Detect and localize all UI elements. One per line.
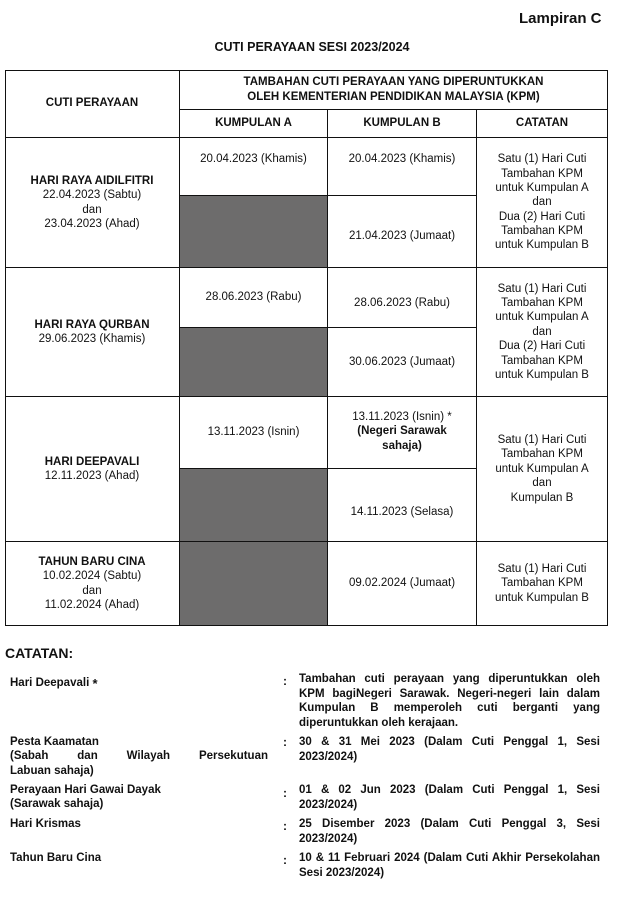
holiday-dan: dan [82,584,102,597]
date-value: 13.11.2023 (Isnin) [207,426,300,439]
holiday-table [5,70,608,626]
date-value: 30.06.2023 (Jumaat) [348,355,456,368]
page-title: CUTI PERAYAAN SESI 2023/2024 [214,40,410,54]
note-colon: : [283,819,287,833]
note-line: Satu (1) Hari Cuti [497,434,587,447]
note-line: Tambahan KPM [501,225,583,238]
note-line: untuk Kumpulan B [495,591,589,604]
holiday-date: 10.02.2024 (Sabtu) [42,570,142,583]
note-text-deepavali: Tambahan cuti perayaan yang diperuntukkan oleh KPM bagiNegeri Sarawak. Negeri-negeri lain dalam Kumpulan B memperoleh cuti berganti yang diperuntukkan oleh kerajaan. [299,673,600,730]
note-line: dan [532,196,552,209]
row-aidilfitri-kumpulan-a [180,138,328,196]
sarawak-note: sahaja) [382,439,422,452]
note-line: Satu (1) Hari Cuti [497,562,587,575]
row-tbc-kumpulan-b [328,542,477,626]
row-deepavali-kumpulan-b-2 [328,469,477,542]
row-qurban-kumpulan-b-2 [328,328,477,397]
note-text-gawai: 01 & 02 Jun 2023 (Dalam Cuti Penggal 1, Sesi 2023/2024) [299,784,600,811]
row-tbc-kumpulan-a-empty [180,542,328,626]
holiday-name: TAHUN BARU CINA [38,555,146,568]
note-label-deepavali [10,676,98,692]
row-aidilfitri-name-cell [5,138,180,268]
date-with-star [352,410,452,424]
note-label-text: (Sarawak sahaja) [10,798,104,811]
row-aidilfitri-catatan [477,138,608,268]
lampiran-label: Lampiran C [519,10,602,27]
date-value: 28.06.2023 (Rabu) [205,291,302,303]
header-tambahan-line2: OLEH KEMENTERIAN PENDIDIKAN MALAYSIA (KPM) [247,90,540,103]
holiday-date: 29.06.2023 (Khamis) [38,333,146,345]
note-label-text: Labuan sahaja) [10,764,94,777]
date-value: 20.04.2023 (Khamis) [348,153,456,165]
row-tbc-catatan [477,542,608,626]
holiday-name: HARI RAYA QURBAN [34,318,150,331]
holiday-date: 22.04.2023 (Sabtu) [42,189,142,202]
note-colon: : [283,674,287,688]
date-value: 21.04.2023 (Jumaat) [348,230,456,243]
note-line: Tambahan KPM [501,577,583,590]
sarawak-note: (Negeri Sarawak [357,425,447,438]
header-kumpulan-b-label: KUMPULAN B [363,117,441,130]
row-aidilfitri-kumpulan-b-1 [328,138,477,196]
note-line: Tambahan KPM [501,448,583,461]
row-deepavali-catatan [477,397,608,542]
note-label-krismas: Hari Krismas [10,818,81,830]
note-text-kaamatan: 30 & 31 Mei 2023 (Dalam Cuti Penggal 1, Sesi 2023/2024) [299,736,600,763]
note-line: Tambahan KPM [501,167,583,180]
header-cuti-perayaan [5,70,180,138]
holiday-date: 12.11.2023 (Ahad) [44,470,140,482]
note-label-gawai [10,783,161,812]
date-value: 20.04.2023 (Khamis) [200,153,307,165]
note-label-text: Hari Deepavali [10,677,90,689]
row-tbc-name-cell [5,542,180,626]
date-value: 28.06.2023 (Rabu) [354,297,450,310]
date-value: 14.11.2023 (Selasa) [350,505,454,518]
header-tambahan [180,70,608,110]
holiday-date: 23.04.2023 (Ahad) [44,217,140,230]
header-cuti-label: CUTI PERAYAAN [45,97,139,110]
header-catatan [477,110,608,138]
row-aidilfitri-kumpulan-b-2 [328,196,477,268]
note-text-tbc: 10 & 11 Februari 2024 (Dalam Cuti Akhir Persekolahan Sesi 2023/2024) [299,852,600,879]
note-line: untuk Kumpulan A [495,462,589,475]
note-line: Dua (2) Hari Cuti [498,210,586,223]
note-text-krismas: 25 Disember 2023 (Dalam Cuti Penggal 3, Sesi 2023/2024) [299,818,600,845]
date-value: 13.11.2023 (Isnin) [352,411,445,423]
note-line: Tambahan KPM [501,297,583,310]
note-line: untuk Kumpulan B [495,368,589,381]
note-line: untuk Kumpulan B [495,239,589,252]
note-line: Tambahan KPM [501,354,583,367]
row-deepavali-name-cell [5,397,180,542]
asterisk-marker: * [92,676,98,691]
header-kumpulan-a-label: KUMPULAN A [215,117,292,130]
row-deepavali-kumpulan-b-1 [328,397,477,469]
note-line: dan [532,477,552,490]
row-qurban-kumpulan-a [180,268,328,328]
note-colon: : [283,786,287,800]
note-line: dan [532,325,552,338]
note-line: Satu (1) Hari Cuti [497,282,587,295]
note-line: Kumpulan B [510,491,574,504]
header-kumpulan-b [328,110,477,138]
holiday-date: 11.02.2024 (Ahad) [44,598,140,611]
row-qurban-name-cell [5,268,180,397]
header-catatan-label: CATATAN [515,117,569,130]
note-line: untuk Kumpulan A [495,311,589,324]
note-colon: : [283,735,287,749]
row-qurban-kumpulan-b-1 [328,268,477,328]
row-deepavali-kumpulan-a [180,397,328,469]
note-label-tbc: Tahun Baru Cina [10,852,102,864]
holiday-name: HARI RAYA AIDILFITRI [30,174,154,187]
note-label-text: Pesta Kaamatan [10,736,99,748]
catatan-heading: CATATAN: [5,645,74,661]
holiday-name: HARI DEEPAVALI [44,455,140,468]
note-label-text: (Sabah dan Wilayah Persekutuan [10,750,268,763]
header-tambahan-line1: TAMBAHAN CUTI PERAYAAN YANG DIPERUNTUKKAN [243,76,544,89]
date-value: 09.02.2024 (Jumaat) [348,577,456,590]
asterisk-marker: * [447,411,452,423]
note-line: untuk Kumpulan A [495,181,589,194]
note-line: Satu (1) Hari Cuti [497,153,587,166]
holiday-dan: dan [82,203,102,216]
header-kumpulan-a [180,110,328,138]
row-aidilfitri-kumpulan-a-empty [180,196,328,268]
note-label-text: Perayaan Hari Gawai Dayak [10,784,161,796]
row-qurban-kumpulan-a-empty [180,328,328,397]
row-deepavali-kumpulan-a-empty [180,469,328,542]
note-label-kaamatan [10,735,268,778]
row-qurban-catatan [477,268,608,397]
note-line: Dua (2) Hari Cuti [498,340,586,353]
note-colon: : [283,853,287,867]
